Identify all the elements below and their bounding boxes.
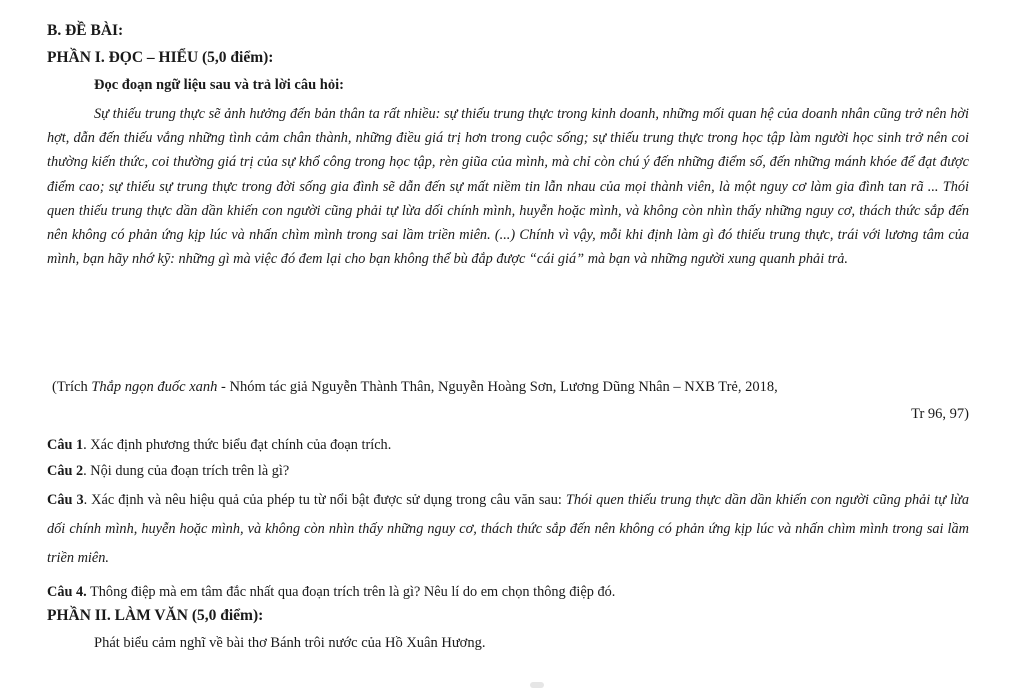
question-3-label: Câu 3: [47, 492, 84, 508]
question-4-label: Câu 4.: [47, 584, 87, 600]
citation-book-title: Thắp ngọn đuốc xanh: [91, 379, 218, 395]
question-1-label: Câu 1: [47, 437, 84, 453]
citation: [52, 374, 969, 428]
reading-passage: Sự thiếu trung thực sẽ ảnh hưởng đến bản thân ta rất nhiều: sự thiếu trung thực trong kinh doanh, những mối quan hệ của doanh nhân cũng trở nên hời hợt, dẫn đến thiếu vắng những tình cảm chân thành, những điều giá trị hơn trong cuộc sống; sự thiếu trung thực trong học tập làm người học sinh trở nên coi thường kiến thức, coi thường giá trị của sự khổ công trong học tập, rèn giũa của mình, mà chỉ còn chú ý đến những điểm số, đến những mánh khóe để đạt được điểm cao; sự thiếu sự trung thực trong đời sống gia đình sẽ dẫn đến sự mất niềm tin lẫn nhau của mọi thành viên, là một nguy cơ làm gia đình tan rã ... Thói quen thiếu trung thực dần dần khiến con người cũng phải tự lừa dối chính mình, huyễn hoặc mình, và không còn nhìn thấy những nguy cơ, thách thức sắp đến nên không có phản ứng kịp lúc và nhấn chìm mình trong sai lầm triền miên. (...) Chính vì vậy, mỗi khi định làm gì đó thiếu trung thực, trái với lương tâm của mình, bạn hãy nhớ kỹ: những gì mà việc đó đem lại cho bạn không thể bù đắp được “cái giá” mà bạn và những người xung quanh phải trả.: [47, 106, 969, 268]
question-3-text: . Xác định và nêu hiệu quả của phép tu từ nổi bật được sử dụng trong câu văn sau:: [83, 492, 566, 508]
question-1: [47, 433, 391, 458]
citation-authors: - Nhóm tác giả Nguyễn Thành Thân, Nguyễn Hoàng Sơn, Lương Dũng Nhân – NXB Trẻ, 2018,: [217, 379, 778, 395]
reading-instruction: Đọc đoạn ngữ liệu sau và trả lời câu hỏi:: [94, 77, 344, 93]
question-2-label: Câu 2: [47, 463, 84, 479]
question-2: [47, 459, 289, 484]
question-4: [47, 580, 615, 605]
citation-pages: Tr 96, 97): [911, 406, 969, 422]
section-heading: B. ĐỀ BÀI:: [47, 22, 124, 39]
citation-main: [52, 374, 969, 401]
writing-task: Phát biểu cảm nghĩ về bài thơ Bánh trôi nước của Hồ Xuân Hương.: [94, 635, 486, 651]
question-3: [47, 486, 969, 573]
question-1-text: . Xác định phương thức biểu đạt chính của đoạn trích.: [83, 437, 392, 453]
part1-title: PHẦN I. ĐỌC – HIỂU (5,0 điểm):: [47, 49, 274, 66]
citation-prefix: (Trích: [52, 379, 92, 395]
question-3-quote: Thói quen thiếu trung thực dần dần khiến con người cũng phải tự lừa dối chính mình, huyễn hoặc mình, và không còn nhìn thấy những nguy cơ, thách thức sắp đến nên không có phản ứng kịp lúc và nhấn chìm mình trong sai lầm triền miên.: [47, 492, 969, 566]
part2-title: PHẦN II. LÀM VĂN (5,0 điểm):: [47, 607, 264, 624]
question-2-text: . Nội dung của đoạn trích trên là gì?: [83, 463, 290, 479]
page-dot: [530, 682, 544, 688]
question-4-text: Thông điệp mà em tâm đắc nhất qua đoạn trích trên là gì? Nêu lí do em chọn thông điệp đó.: [86, 584, 616, 600]
